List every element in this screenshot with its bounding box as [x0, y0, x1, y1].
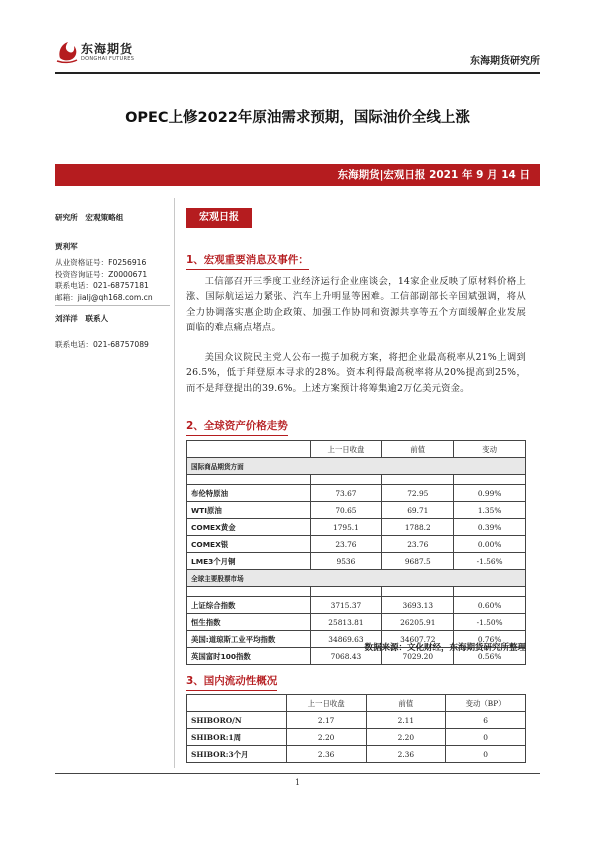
analyst-consult-license: 投资咨询证号：Z0000671	[55, 269, 148, 279]
change: 0.60%	[454, 597, 526, 614]
analyst-email[interactable]: 邮箱：jialj@qh168.com.cn	[55, 292, 153, 302]
last-close: 1795.1	[310, 519, 382, 536]
header-cell: 上一日收盘	[286, 695, 366, 712]
last-close: 34869.63	[310, 631, 382, 648]
table-row	[187, 729, 526, 746]
change: -1.56%	[454, 553, 526, 570]
header-institute-name: 东海期货研究所	[470, 56, 540, 67]
change-bp: 0	[446, 729, 526, 746]
change-bp: 0	[446, 746, 526, 763]
table-header-row	[187, 441, 526, 458]
page-header	[55, 38, 540, 72]
previous-value: 69.71	[382, 502, 454, 519]
header-cell: 前值	[366, 695, 446, 712]
last-close: 2.20	[286, 729, 366, 746]
news-paragraph-1: 工信部召开三季度工业经济运行企业座谈会，14家企业反映了原材料价格上涨、国际航运运力紧张、汽车上升明显等困难。工信部副部长辛国斌强调，将从全力协调落实惠企助企政策、加强工作协同和资源共享等五个方面缓解企业发展面临的难点痛点堵点。	[186, 276, 526, 333]
page-number: 1	[294, 778, 301, 787]
change: 0.00%	[454, 536, 526, 553]
change: 0.76%	[454, 631, 526, 648]
report-type-tag: 宏观日报	[186, 208, 252, 228]
last-close: 2.17	[286, 712, 366, 729]
table-row	[187, 712, 526, 729]
contact-person: 刘洋洋 联系人	[55, 314, 109, 323]
last-close: 25813.81	[310, 614, 382, 631]
previous-value: 1788.2	[382, 519, 454, 536]
table-row	[187, 502, 526, 519]
last-close: 70.65	[310, 502, 382, 519]
table-header-row	[187, 695, 526, 712]
data-source-note: 数据来源：文化财经，东海期货研究所整理	[364, 643, 526, 653]
last-close: 2.36	[286, 746, 366, 763]
logo-chinese-name: 东海期货	[81, 42, 134, 56]
header-cell: 上一日收盘	[310, 441, 382, 458]
table-row	[187, 614, 526, 631]
group-label-stock-markets: 全球主要股票市场	[187, 570, 526, 587]
previous-value: 34607.72	[382, 631, 454, 648]
asset-name: WTI原油	[187, 502, 311, 519]
global-assets-table	[186, 440, 526, 665]
asset-name: LME3个月铜	[187, 553, 311, 570]
rate-name: SHIBOR:1周	[187, 729, 287, 746]
rate-name: SHIBORO/N	[187, 712, 287, 729]
previous-value: 72.95	[382, 485, 454, 502]
header-cell: 前值	[382, 441, 454, 458]
change-bp: 6	[446, 712, 526, 729]
previous-value: 2.20	[366, 729, 446, 746]
sidebar-divider	[55, 305, 170, 306]
table-row	[187, 519, 526, 536]
column-divider	[174, 198, 175, 768]
section-title-macro-news: 1、宏观重要消息及事件：	[186, 252, 309, 270]
table-spacer-row	[187, 475, 526, 485]
header-cell	[187, 695, 287, 712]
footer-rule	[55, 773, 540, 774]
header-cell: 变动（BP）	[446, 695, 526, 712]
table-row	[187, 553, 526, 570]
table-group-row	[187, 570, 526, 587]
asset-name: COMEX黄金	[187, 519, 311, 536]
liquidity-table	[186, 694, 526, 763]
change: 1.35%	[454, 502, 526, 519]
table-row	[187, 485, 526, 502]
change: 0.56%	[454, 648, 526, 665]
previous-value: 2.36	[366, 746, 446, 763]
asset-name: 上证综合指数	[187, 597, 311, 614]
group-label-commodities: 国际商品期货方面	[187, 458, 526, 475]
donghai-logo-icon	[55, 38, 79, 64]
header-cell: 变动	[454, 441, 526, 458]
asset-name: 恒生指数	[187, 614, 311, 631]
previous-value: 23.76	[382, 536, 454, 553]
asset-name: 美国:道琼斯工业平均指数	[187, 631, 311, 648]
asset-name: 布伦特原油	[187, 485, 311, 502]
last-close: 3715.37	[310, 597, 382, 614]
news-paragraph-2: 美国众议院民主党人公布一揽子加税方案，将把企业最高税率从21%上调到26.5%，低于拜登原本寻求的28%。资本利得最高税率将从20%提高到25%，而不是拜登提出的39.6%。上述方案预计将筹集逾2万亿美元资金。	[186, 352, 526, 394]
previous-value: 7029.20	[382, 648, 454, 665]
section-title-global-assets: 2、全球资产价格走势	[186, 418, 288, 436]
table-spacer-row	[187, 587, 526, 597]
analyst-phone: 联系电话：021-68757181	[55, 281, 149, 290]
table-row	[187, 536, 526, 553]
asset-name: COMEX银	[187, 536, 311, 553]
change: -1.50%	[454, 614, 526, 631]
previous-value: 3693.13	[382, 597, 454, 614]
table-row	[187, 597, 526, 614]
last-close: 23.76	[310, 536, 382, 553]
report-title: OPEC上修2022年原油需求预期，国际油价全线上涨	[125, 110, 470, 126]
table-group-row	[187, 458, 526, 475]
last-close: 7068.43	[310, 648, 382, 665]
asset-name: 英国富时100指数	[187, 648, 311, 665]
previous-value: 26205.91	[382, 614, 454, 631]
previous-value: 2.11	[366, 712, 446, 729]
table-row	[187, 746, 526, 763]
logo-english-name: DONGHAI FUTURES	[81, 56, 135, 62]
last-close: 9536	[310, 553, 382, 570]
report-date-banner: 东海期货|宏观日报 2021 年 9 月 14 日	[55, 164, 540, 186]
analyst-sidebar	[55, 212, 170, 351]
analyst-name: 贾利军	[55, 242, 78, 251]
analyst-license: 从业资格证号：F0256916	[55, 258, 147, 267]
change: 0.39%	[454, 519, 526, 536]
previous-value: 9687.5	[382, 553, 454, 570]
rate-name: SHIBOR:3个月	[187, 746, 287, 763]
header-rule	[55, 72, 540, 74]
contact-phone: 联系电话：021-68757089	[55, 340, 149, 349]
company-logo	[55, 38, 165, 72]
header-cell	[187, 441, 311, 458]
research-group: 研究所 宏观策略组	[55, 213, 124, 222]
section-title-liquidity: 3、国内流动性概况	[186, 673, 277, 691]
change: 0.99%	[454, 485, 526, 502]
last-close: 73.67	[310, 485, 382, 502]
